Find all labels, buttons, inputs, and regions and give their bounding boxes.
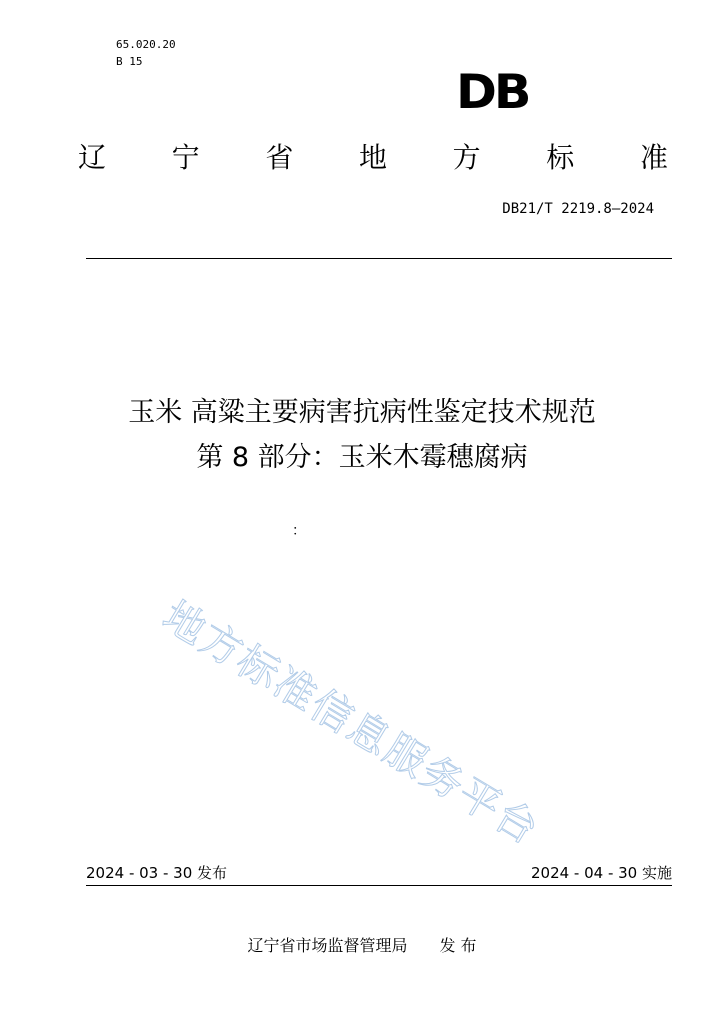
standard-type-char: 标	[546, 141, 575, 174]
standard-type-char: 省	[265, 141, 294, 174]
publisher-line	[0, 934, 724, 958]
ccs-code: B 15	[116, 55, 143, 68]
classification-codes	[116, 36, 176, 70]
watermark: 地方标准信息服务平台	[154, 591, 548, 855]
header-divider	[86, 258, 672, 259]
standard-type-char: 方	[452, 141, 481, 174]
publish-word: 发 布	[439, 936, 477, 955]
footer-divider	[86, 885, 672, 886]
db-logo: DB	[456, 65, 529, 120]
stray-mark: ：	[292, 523, 306, 539]
standard-number: DB21/T 2219.8—2024	[502, 201, 654, 217]
ics-code: 65.020.20	[116, 38, 176, 51]
document-title-line-2: 第 8 部分：玉米木霉穗腐病	[196, 442, 528, 473]
document-title-line-1: 玉米 高粱主要病害抗病性鉴定技术规范	[128, 397, 596, 428]
standard-type-char: 辽	[78, 141, 107, 174]
issue-date: 2024 - 03 - 30 发布	[86, 864, 228, 882]
standard-type-char: 准	[639, 141, 668, 174]
standard-type-char: 地	[358, 141, 387, 174]
implement-date: 2024 - 04 - 30 实施	[530, 864, 672, 882]
standard-type-heading	[78, 138, 668, 178]
standard-type-char: 宁	[171, 141, 200, 174]
publisher-name: 辽宁省市场监督管理局	[247, 936, 408, 955]
